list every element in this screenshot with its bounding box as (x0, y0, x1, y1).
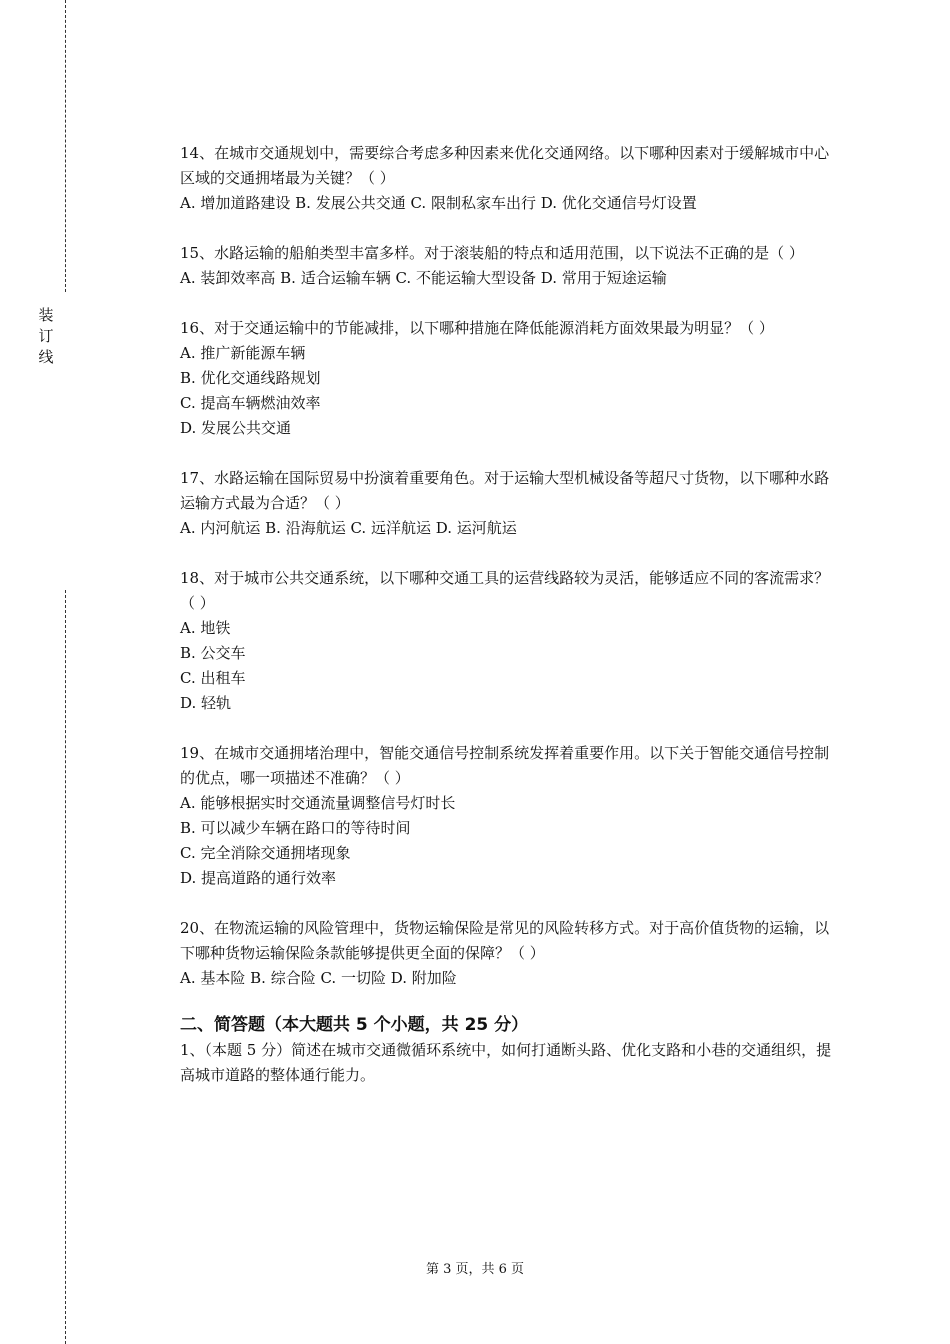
question-stem: 19、在城市交通拥堵治理中，智能交通信号控制系统发挥着重要作用。以下关于智能交通信号控制的优点，哪一项描述不准确？（ ） (180, 744, 830, 787)
binding-label-char: 线 (38, 348, 54, 366)
page-footer: 第 3 页，共 6 页 (425, 1262, 525, 1277)
question-option: A. 推广新能源车辆 (180, 344, 306, 362)
question-option: B. 优化交通线路规划 (180, 369, 321, 387)
question-options: A. 基本险 B. 综合险 C. 一切险 D. 附加险 (180, 969, 457, 987)
question-option: C. 提高车辆燃油效率 (180, 394, 321, 412)
question-option: C. 完全消除交通拥堵现象 (180, 844, 351, 862)
question-16 (180, 316, 840, 441)
question-option: B. 公交车 (180, 644, 246, 662)
question-stem: 15、水路运输的船舶类型丰富多样。对于滚装船的特点和适用范围，以下说法不正确的是（ ） (180, 244, 804, 262)
question-option: B. 可以减少车辆在路口的等待时间 (180, 819, 411, 837)
binding-line-top (65, 0, 66, 292)
question-option: C. 出租车 (180, 669, 246, 687)
question-stem: 16、对于交通运输中的节能减排，以下哪种措施在降低能源消耗方面效果最为明显？（ ） (180, 319, 774, 337)
binding-label-char: 装 (38, 306, 54, 324)
question-options: A. 增加道路建设 B. 发展公共交通 C. 限制私家车出行 D. 优化交通信号灯设置 (180, 194, 697, 212)
question-stem: 17、水路运输在国际贸易中扮演着重要角色。对于运输大型机械设备等超尺寸货物，以下哪种水路运输方式最为合适？（ ） (180, 469, 830, 512)
question-18 (180, 566, 840, 716)
short-answer-question-1: 1、（本题 5 分）简述在城市交通微循环系统中，如何打通断头路、优化支路和小巷的交通组织，提高城市道路的整体通行能力。 (180, 1041, 832, 1084)
section-title: 二、简答题（本大题共 5 个小题，共 25 分） (180, 1015, 529, 1035)
question-14 (180, 141, 840, 216)
question-option: A. 能够根据实时交通流量调整信号灯时长 (180, 794, 456, 812)
question-option: A. 地铁 (180, 619, 231, 637)
question-stem: 18、对于城市公共交通系统，以下哪种交通工具的运营线路较为灵活，能够适应不同的客流需求？（ ） (180, 569, 830, 612)
binding-label-char: 订 (38, 327, 54, 345)
question-17 (180, 466, 840, 541)
question-stem: 14、在城市交通规划中，需要综合考虑多种因素来优化交通网络。以下哪种因素对于缓解城市中心区域的交通拥堵最为关键？（ ） (180, 144, 830, 187)
question-15 (180, 241, 840, 291)
question-19 (180, 741, 840, 891)
question-20 (180, 916, 840, 991)
question-stem: 20、在物流运输的风险管理中，货物运输保险是常见的风险转移方式。对于高价值货物的运输，以下哪种货物运输保险条款能够提供更全面的保障？（ ） (180, 919, 830, 962)
question-options: A. 装卸效率高 B. 适合运输车辆 C. 不能运输大型设备 D. 常用于短途运输 (180, 269, 667, 287)
question-option: D. 发展公共交通 (180, 419, 292, 437)
question-option: D. 轻轨 (180, 694, 232, 712)
page-content (180, 141, 840, 1088)
binding-line-bottom (65, 590, 66, 1344)
question-options: A. 内河航运 B. 沿海航运 C. 远洋航运 D. 运河航运 (180, 519, 517, 537)
question-option: D. 提高道路的通行效率 (180, 869, 337, 887)
binding-label (36, 305, 56, 368)
